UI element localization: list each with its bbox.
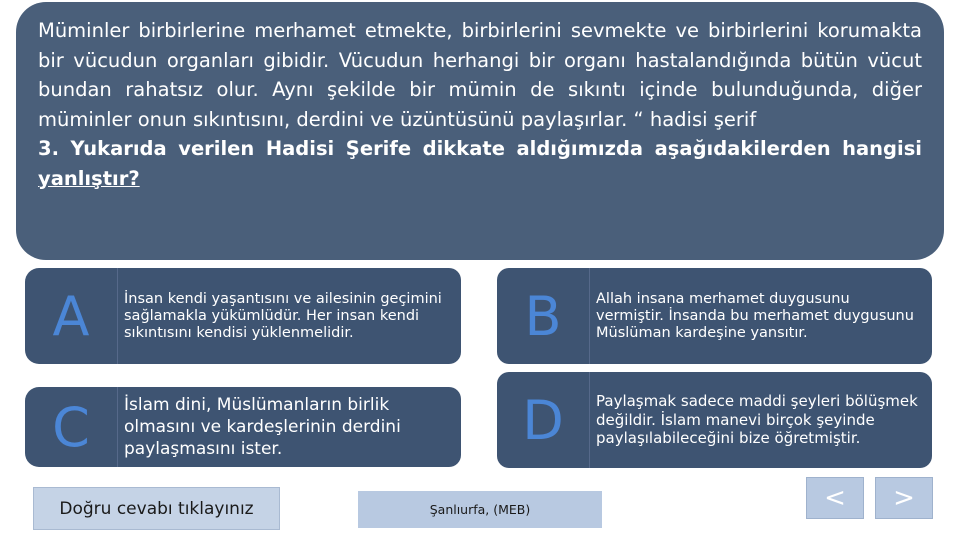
show-correct-answer-button[interactable]: Doğru cevabı tıklayınız [33, 487, 280, 530]
option-d-text: Paylaşmak sadece maddi şeyleri bölüşmek değildir. İslam manevi birçok şeyinde paylaşılabileceğini bize öğretmiştir. [589, 372, 932, 468]
option-b-text: Allah insana merhamet duygusunu vermiştir. İnsanda bu merhamet duygusunu Müslüman kardeşine yansıtır. [589, 268, 932, 364]
option-b[interactable] [497, 268, 932, 364]
option-c-letter: C [25, 387, 117, 467]
previous-slide-button[interactable]: < [806, 477, 864, 519]
option-d[interactable] [497, 372, 932, 468]
source-label: Şanlıurfa, (MEB) [358, 491, 602, 528]
prompt-emphasis: yanlıştır? [38, 166, 140, 190]
question-prompt [38, 134, 922, 193]
option-a-letter: A [25, 268, 117, 364]
prompt-main: 3. Yukarıda verilen Hadisi Şerife dikkate aldığımızda aşağıdakilerden hangisi [38, 137, 922, 160]
option-a-text: İnsan kendi yaşantısını ve ailesinin geçimini sağlamakla yükümlüdür. Her insan kendi sıkıntısını kendisi yüklenmelidir. [117, 268, 461, 364]
option-a[interactable] [25, 268, 461, 364]
option-b-letter: B [497, 268, 589, 364]
next-slide-button[interactable]: > [875, 477, 933, 519]
option-c-text: İslam dini, Müslümanların birlik olmasını ve kardeşlerinin derdini paylaşmasını ister. [117, 387, 461, 467]
question-panel [16, 2, 944, 260]
question-text: Müminler birbirlerine merhamet etmekte, birbirlerini sevmekte ve birbirlerini korumakta bir vücudun organları gibidir. Vücudun herhangi bir organı hastalandığında bütün vücut bundan rahatsız olur. Aynı şekilde bir mümin de sıkıntı içinde bulunduğunda, diğer müminler onun sıkıntısını, derdini ve üzüntüsünü paylaşırlar. “ hadisi şerif [38, 19, 922, 131]
option-d-letter: D [497, 372, 589, 468]
option-c[interactable] [25, 387, 461, 467]
